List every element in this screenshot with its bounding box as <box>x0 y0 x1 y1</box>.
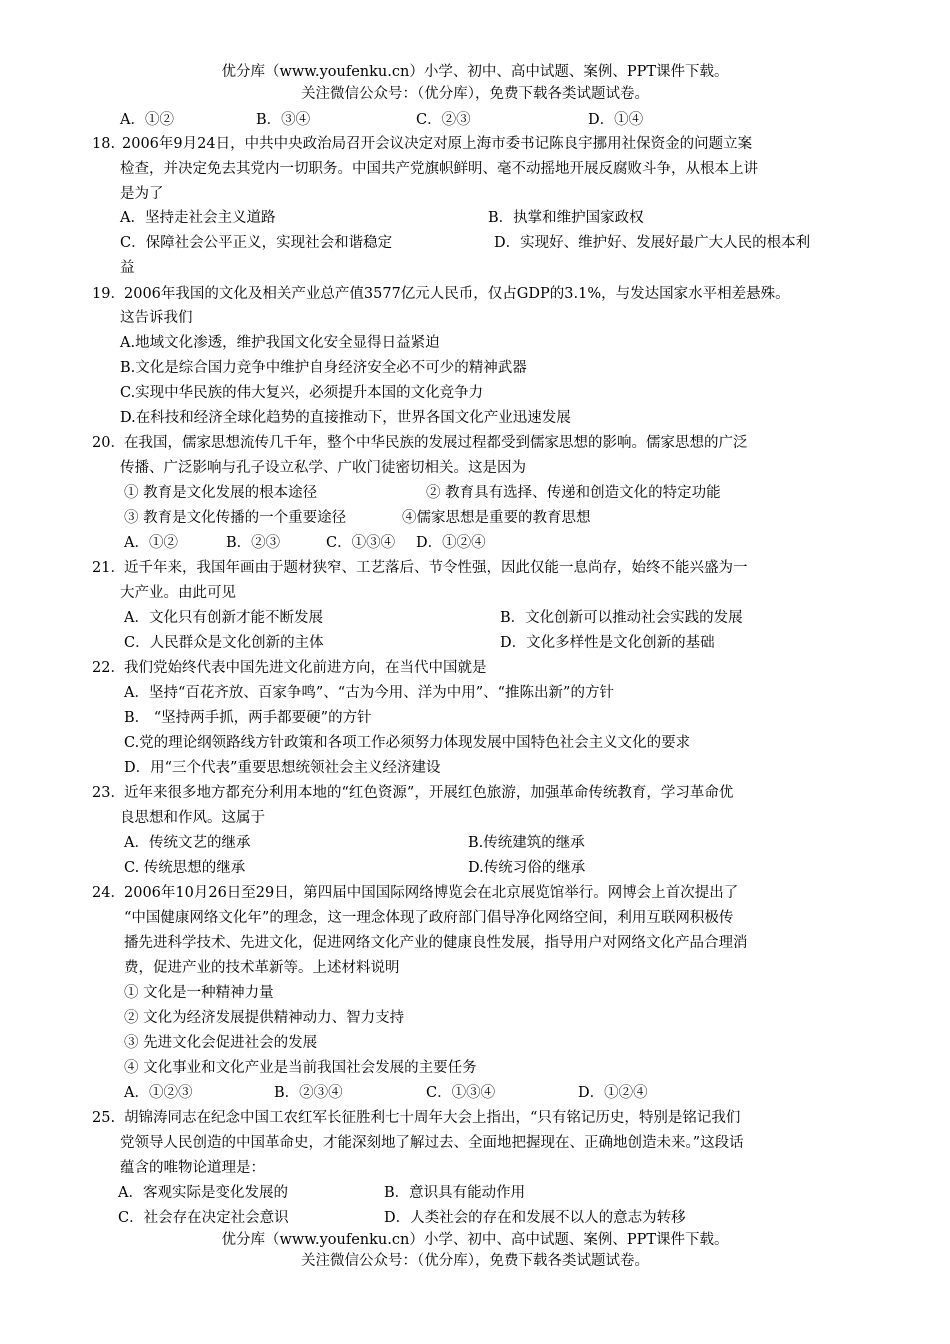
q23-stem-line-1: 近年来很多地方都充分利用本地的“红色资源”，开展红色旅游，加强革命传统教育，学习革命优 <box>124 785 734 801</box>
q18-option-a: A．坚持走社会主义道路 <box>120 210 276 226</box>
q25-stem-line-3: 蕴含的唯物论道理是： <box>120 1160 265 1176</box>
q25-option-d: D．人类社会的存在和发展不以人的意志为转移 <box>384 1210 686 1226</box>
q24-stem-line-4: 费，促进产业的技术革新等。上述材料说明 <box>124 960 400 976</box>
q18-stem-line-1: 2006年9月24日，中共中央政治局召开会议决定对原上海市委书记陈良宇挪用社保资金的问题立案 <box>122 136 753 152</box>
q17-option-a: A．①② <box>120 112 174 128</box>
q25-option-c: C．社会存在决定社会意识 <box>118 1210 289 1226</box>
q22-option-a: A．坚持“百花齐放、百家争鸣”、“古为今用、洋为中用”、“推陈出新”的方针 <box>124 685 614 701</box>
q22-number: 22． <box>92 660 125 676</box>
footer-line-1: 优分库（www.youfenku.cn）小学、初中、高中试题、案例、PPT课件下载。 <box>221 1232 729 1248</box>
q24-statement-3: ③ 先进文化会促进社会的发展 <box>124 1035 318 1051</box>
q22-option-d: D．用“三个代表”重要思想统领社会主义经济建设 <box>124 760 441 776</box>
q19-stem-line-2: 这告诉我们 <box>120 310 193 326</box>
q22-option-b: B． “坚持两手抓，两手都要硬”的方针 <box>124 710 372 726</box>
q20-statement-1: ① 教育是文化发展的根本途径 <box>124 485 318 501</box>
q21-option-d: D．文化多样性是文化创新的基础 <box>500 635 715 651</box>
q17-option-d: D．①④ <box>588 112 644 128</box>
q21-option-b: B．文化创新可以推动社会实践的发展 <box>500 610 743 626</box>
q24-stem-line-3: 播先进科学技术、先进文化，促进网络文化产业的健康良性发展，指导用户对网络文化产品合理消 <box>124 935 748 951</box>
q24-stem-line-2: “中国健康网络文化年”的理念，这一理念体现了政府部门倡导净化网络空间，利用互联网积极传 <box>124 910 734 926</box>
q18-number: 18. <box>92 136 116 152</box>
q18-stem-line-3: 是为了 <box>120 186 164 202</box>
q22-stem-line-1: 我们党始终代表中国先进文化前进方向，在当代中国就是 <box>124 660 487 676</box>
q21-option-c: C．人民群众是文化创新的主体 <box>124 635 324 651</box>
q24-statement-4: ④ 文化事业和文化产业是当前我国社会发展的主要任务 <box>124 1060 477 1076</box>
q19-option-a: A.地域文化渗透，维护我国文化安全显得日益紧迫 <box>120 335 440 351</box>
q20-option-b: B．②③ <box>226 535 281 551</box>
q21-option-a: A．文化只有创新才能不断发展 <box>124 610 323 626</box>
q25-stem-line-2: 党领导人民创造的中国革命史，才能深刻地了解过去、全面地把握现在、正确地创造未来。”这段话 <box>120 1135 744 1151</box>
q23-option-b: B.传统建筑的继承 <box>468 835 585 851</box>
q21-stem-line-2: 大产业。由此可见 <box>120 585 236 601</box>
q17-option-b: B．③④ <box>256 112 311 128</box>
q20-stem-line-1: 在我国，儒家思想流传几千年，整个中华民族的发展过程都受到儒家思想的影响。儒家思想的广泛 <box>124 435 748 451</box>
q25-number: 25. <box>92 1110 116 1126</box>
q18-stem-line-2: 检查，并决定免去其党内一切职务。中国共产党旗帜鲜明、毫不动摇地开展反腐败斗争，从根本上讲 <box>120 161 758 177</box>
q24-stem-line-1: 2006年10月26日至29日，第四届中国国际网络博览会在北京展览馆举行。网博会上首次提出了 <box>124 885 739 901</box>
q24-option-c: C．①③④ <box>426 1085 496 1101</box>
q25-option-b: B．意识具有能动作用 <box>384 1185 526 1201</box>
q20-option-d: D．①②④ <box>416 535 486 551</box>
q20-option-c: C．①③④ <box>326 535 396 551</box>
q18-option-d-continued: 益 <box>120 260 135 276</box>
q20-statement-3: ③ 教育是文化传播的一个重要途径 <box>124 510 347 526</box>
q24-option-d: D．①②④ <box>578 1085 648 1101</box>
q20-statement-2: ② 教育具有选择、传递和创造文化的特定功能 <box>426 485 721 501</box>
q25-stem-line-1: 胡锦涛同志在纪念中国工农红军长征胜利七十周年大会上指出，“只有铭记历史，特别是铭记我们 <box>124 1110 741 1126</box>
q24-statement-2: ② 文化为经济发展提供精神动力、智力支持 <box>124 1010 405 1026</box>
q21-number: 21． <box>92 560 125 576</box>
q22-option-c: C.党的理论纲领路线方针政策和各项工作必须努力体现发展中国特色社会主义文化的要求 <box>124 735 691 751</box>
q20-number: 20． <box>92 435 125 451</box>
q19-option-b: B.文化是综合国力竞争中维护自身经济安全必不可少的精神武器 <box>120 360 527 376</box>
q19-option-d: D.在科技和经济全球化趋势的直接推动下，世界各国文化产业迅速发展 <box>120 410 571 426</box>
q19-option-c: C.实现中华民族的伟大复兴，必须提升本国的文化竞争力 <box>120 385 484 401</box>
header-line-1: 优分库（www.youfenku.cn）小学、初中、高中试题、案例、PPT课件下载。 <box>221 64 729 80</box>
q20-option-a: A．①② <box>124 535 178 551</box>
q18-option-d: D．实现好、维护好、发展好最广大人民的根本利 <box>494 235 811 251</box>
q20-statement-4: ④儒家思想是重要的教育思想 <box>402 510 591 526</box>
q23-number: 23． <box>92 785 125 801</box>
q18-option-c: C．保障社会公平正义，实现社会和谐稳定 <box>120 235 393 251</box>
q24-statement-1: ① 文化是一种精神力量 <box>124 985 274 1001</box>
q21-stem-line-1: 近千年来，我国年画由于题材狭窄、工艺落后、节令性强，因此仅能一息尚存，始终不能兴盛为一 <box>124 560 748 576</box>
q23-option-c: C. 传统思想的继承 <box>124 860 246 876</box>
q19-stem-line-1: 2006年我国的文化及相关产业总产值3577亿元人民币，仅占GDP的3.1%，与发达国家水平相差悬殊。 <box>124 286 790 302</box>
q24-number: 24． <box>92 885 125 901</box>
header-line-2: 关注微信公众号：（优分库），免费下载各类试题试卷。 <box>301 86 649 102</box>
q20-stem-line-2: 传播、广泛影响与孔子设立私学、广收门徒密切相关。这是因为 <box>120 460 526 476</box>
q24-option-b: B．②③④ <box>274 1085 343 1101</box>
q17-option-c: C．②③ <box>416 112 471 128</box>
q19-number: 19． <box>92 286 125 302</box>
q23-option-a: A．传统文艺的继承 <box>124 835 251 851</box>
q23-option-d: D.传统习俗的继承 <box>468 860 586 876</box>
q24-option-a: A．①②③ <box>124 1085 193 1101</box>
q18-option-b: B．执掌和维护国家政权 <box>488 210 644 226</box>
q25-option-a: A．客观实际是变化发展的 <box>118 1185 288 1201</box>
q23-stem-line-2: 良思想和作风。这属于 <box>120 810 265 826</box>
footer-line-2: 关注微信公众号：（优分库），免费下载各类试题试卷。 <box>301 1253 649 1269</box>
